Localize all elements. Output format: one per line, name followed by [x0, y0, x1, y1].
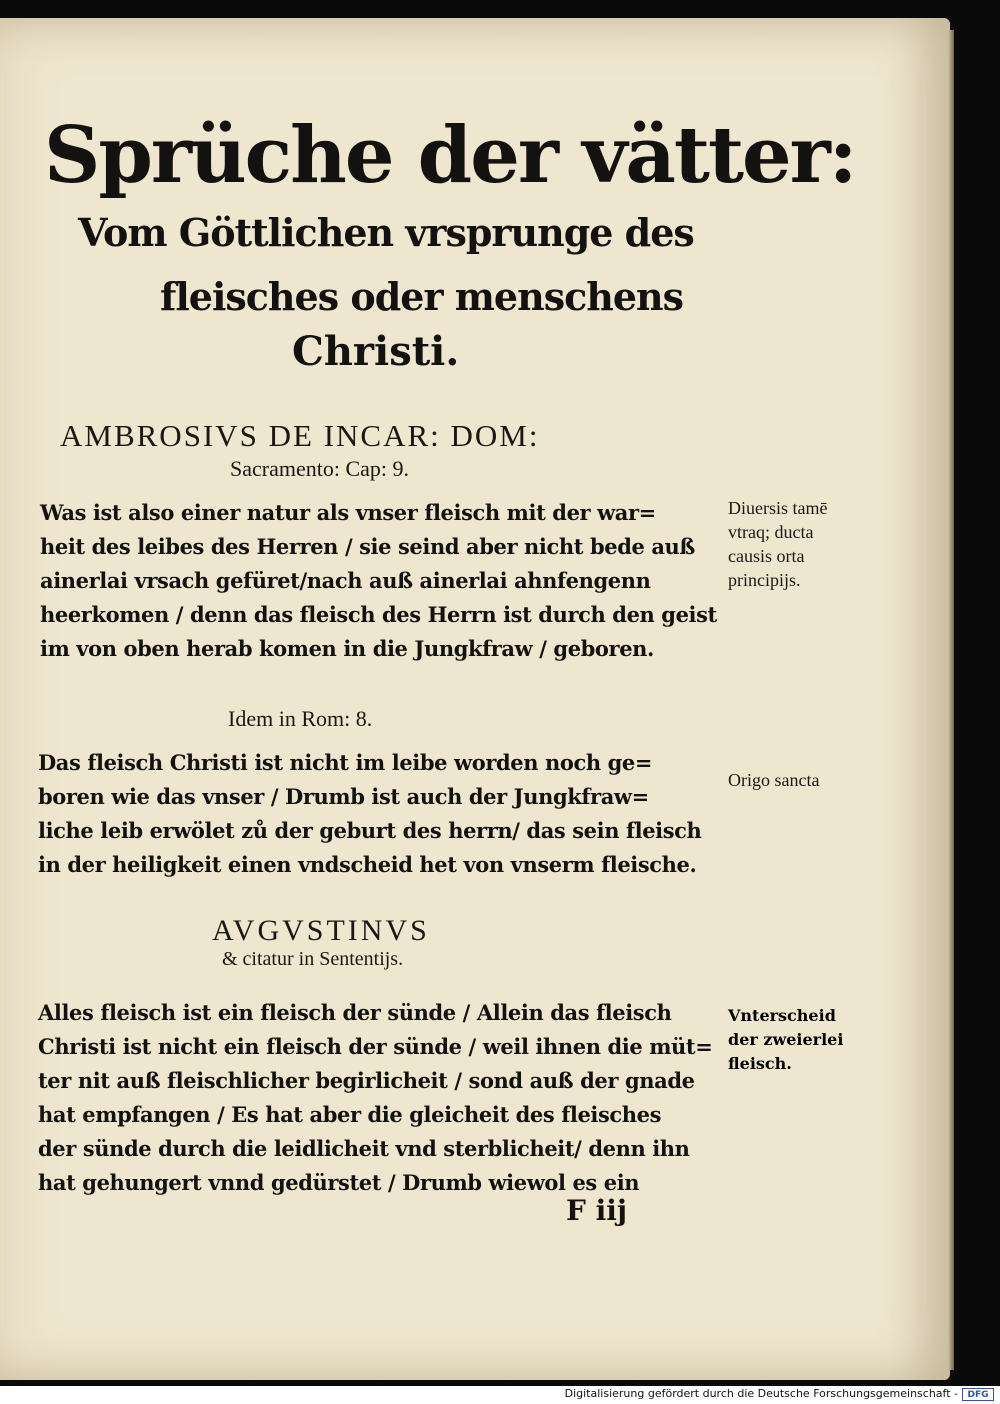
- section1-text: [40, 496, 717, 666]
- text-line: ter nit auß fleischlicher begirlicheit / sond auß der gnade: [38, 1068, 695, 1093]
- text-line: in der heiligkeit einen vndscheid het von vnserm fleische.: [38, 852, 697, 877]
- page-title-line-2: Vom Göttlichen vrsprunge des: [78, 210, 694, 255]
- text-line: hat gehungert vnnd gedürstet / Drumb wiewol es ein: [38, 1170, 640, 1195]
- margin-line: principijs.: [728, 570, 801, 590]
- section1-margin-note: [728, 496, 827, 592]
- text-line: Das fleisch Christi ist nicht im leibe worden noch ge=: [38, 750, 653, 775]
- page-title-line-3: fleisches oder menschens: [160, 274, 684, 319]
- text-line: liche leib erwölet zů der geburt des herrn/ das sein fleisch: [38, 818, 702, 843]
- dfg-logo: DFG: [962, 1388, 994, 1401]
- section3-subheading: & citatur in Sententijs.: [222, 948, 404, 970]
- funding-notice: Digitalisierung gefördert durch die Deutsche Forschungsgemeinschaft -: [564, 1387, 958, 1400]
- signature-mark: F iij: [566, 1194, 628, 1227]
- margin-line: Vnterscheid: [728, 1006, 836, 1025]
- section2-text: [38, 746, 701, 882]
- text-line: ainerlai vrsach gefüret/nach auß ainerlai ahnfengenn: [40, 568, 651, 593]
- margin-line: causis orta: [728, 546, 805, 566]
- text-line: im von oben herab komen in die Jungkfraw / geboren.: [40, 636, 654, 661]
- section2-margin-note: [728, 768, 819, 792]
- page-title-line-4: Christi.: [292, 328, 460, 375]
- text-line: hat empfangen / Es hat aber die gleicheit des fleisches: [38, 1102, 662, 1127]
- text-line: boren wie das vnser / Drumb ist auch der Jungkfraw=: [38, 784, 649, 809]
- page-edge: [948, 30, 954, 1370]
- text-line: der sünde durch die leidlicheit vnd sterblicheit/ denn ihn: [38, 1136, 690, 1161]
- section3-margin-note: [728, 1004, 843, 1076]
- section3-text: [38, 996, 712, 1200]
- footer-bar: [0, 1386, 1000, 1404]
- section3-heading: AVGVSTINVS: [212, 914, 430, 947]
- section1-heading: AMBROSIVS DE INCAR: DOM:: [60, 418, 540, 453]
- section2-heading: Idem in Rom: 8.: [228, 706, 373, 731]
- text-line: Alles fleisch ist ein fleisch der sünde / Allein das fleisch: [38, 1000, 672, 1025]
- book-page: [0, 18, 950, 1380]
- section1-subheading: Sacramento: Cap: 9.: [230, 456, 410, 481]
- text-line: heit des leibes des Herren / sie seind aber nicht bede auß: [40, 534, 695, 559]
- text-line: Christi ist nicht ein fleisch der sünde / weil ihnen die müt=: [38, 1034, 713, 1059]
- text-line: heerkomen / denn das fleisch des Herrn ist durch den geist: [40, 602, 717, 627]
- margin-line: der zweierlei: [728, 1030, 844, 1049]
- margin-line: Origo sancta: [728, 770, 820, 790]
- text-line: Was ist also einer natur als vnser fleisch mit der war=: [40, 500, 656, 525]
- page-title-line-1: Sprüche der vätter:: [44, 110, 856, 201]
- margin-line: fleisch.: [728, 1054, 792, 1073]
- margin-line: Diuersis tamē: [728, 498, 828, 518]
- margin-line: vtraq; ducta: [728, 522, 814, 542]
